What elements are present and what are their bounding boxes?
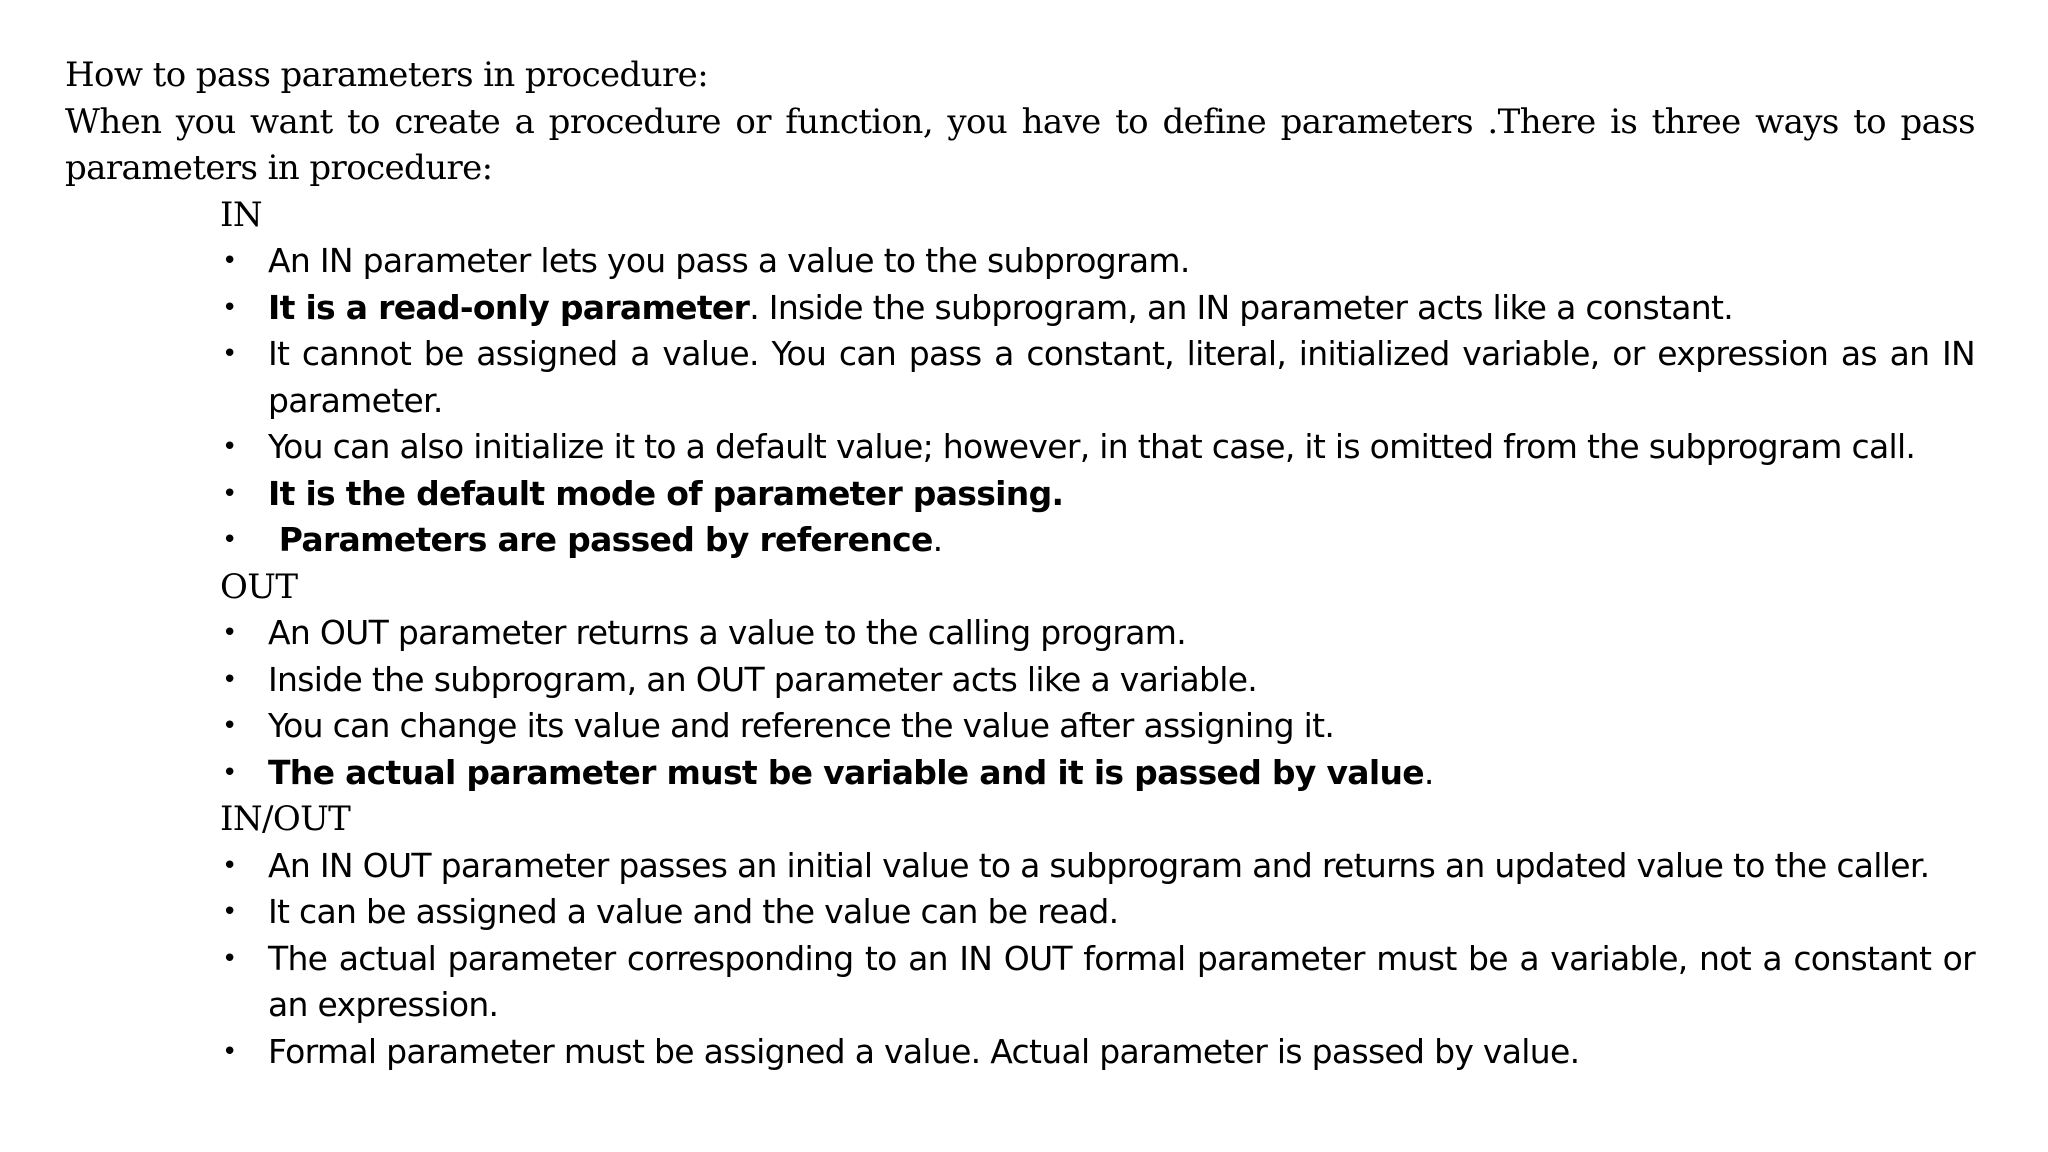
- bullet-text: You can change its value and reference the value after assigning it.: [268, 706, 1335, 745]
- list-item: [220, 750, 1975, 797]
- section-in: [220, 192, 1975, 564]
- section-heading: IN/OUT: [220, 799, 351, 839]
- bullet-text: .: [1423, 752, 1434, 792]
- intro-title: How to pass parameters in procedure:: [65, 55, 709, 95]
- list-item: [220, 1029, 1975, 1076]
- list-item: [220, 703, 1975, 750]
- bullet-icon: •: [222, 850, 237, 881]
- bullet-icon: •: [222, 897, 237, 927]
- bullet-icon: •: [222, 292, 237, 323]
- intro-paragraph: When you want to create a procedure or function, you have to define parameters .There is three ways to pass parameters in procedure:: [65, 101, 1975, 188]
- bold-text: Parameters are passed by reference: [268, 520, 933, 559]
- list-item: [220, 610, 1975, 657]
- bullet-text: You can also initialize it to a default value; however, in that case, it is omitted from the subprogram call.: [268, 427, 1916, 466]
- bullet-text: Formal parameter must be assigned a value. Actual parameter is passed by value.: [268, 1031, 1580, 1071]
- section-in-out: [220, 796, 1975, 1075]
- bold-text: It is a read-only parameter: [268, 287, 750, 327]
- list-item: [220, 657, 1975, 704]
- list-item: [220, 471, 1975, 518]
- bullet-list: [220, 610, 1975, 796]
- bullet-text: An OUT parameter returns a value to the calling program.: [268, 613, 1187, 652]
- bold-text: It is the default mode of parameter passing.: [268, 473, 1064, 513]
- list-item: [220, 936, 1975, 1029]
- section-heading: OUT: [220, 566, 298, 607]
- bullet-icon: •: [222, 478, 237, 509]
- bullet-icon: •: [222, 757, 237, 788]
- list-item: [220, 424, 1975, 471]
- document-page: [65, 52, 1975, 1075]
- bullet-list: [220, 843, 1975, 1076]
- bullet-icon: •: [222, 664, 237, 695]
- bullet-text: .: [932, 520, 943, 559]
- bullet-icon: •: [222, 711, 237, 741]
- bullet-icon: •: [222, 432, 237, 462]
- section-heading: IN: [220, 194, 262, 235]
- bullet-text: Inside the subprogram, an OUT parameter acts like a variable.: [268, 659, 1258, 699]
- bullet-icon: •: [222, 1036, 237, 1067]
- bullet-icon: •: [222, 943, 237, 974]
- bullet-icon: •: [222, 525, 237, 555]
- parameter-modes: [65, 192, 1975, 1076]
- bullet-text: It cannot be assigned a value. You can pass a constant, literal, initialized variable, or expression as an IN parameter.: [268, 334, 1975, 420]
- bullet-icon: •: [222, 246, 237, 276]
- bullet-text: An IN parameter lets you pass a value to the subprogram.: [268, 241, 1190, 280]
- list-item: [220, 843, 1975, 890]
- bullet-text: The actual parameter corresponding to an IN OUT formal parameter must be a variable, not a constant or an expression.: [268, 938, 1975, 1024]
- bullet-icon: •: [222, 618, 237, 648]
- bold-text: The actual parameter must be variable and it is passed by value: [268, 752, 1424, 792]
- list-item: [220, 331, 1975, 424]
- list-item: [220, 889, 1975, 936]
- list-item: [220, 517, 1975, 564]
- bullet-text: It can be assigned a value and the value can be read.: [268, 892, 1119, 931]
- bullet-text: . Inside the subprogram, an IN parameter acts like a constant.: [749, 287, 1734, 327]
- bullet-list: [220, 238, 1975, 564]
- list-item: [220, 285, 1975, 332]
- list-item: [220, 238, 1975, 285]
- bullet-icon: •: [222, 339, 237, 369]
- bullet-text: An IN OUT parameter passes an initial value to a subprogram and returns an updated value to the caller.: [268, 845, 1930, 885]
- section-out: [220, 564, 1975, 797]
